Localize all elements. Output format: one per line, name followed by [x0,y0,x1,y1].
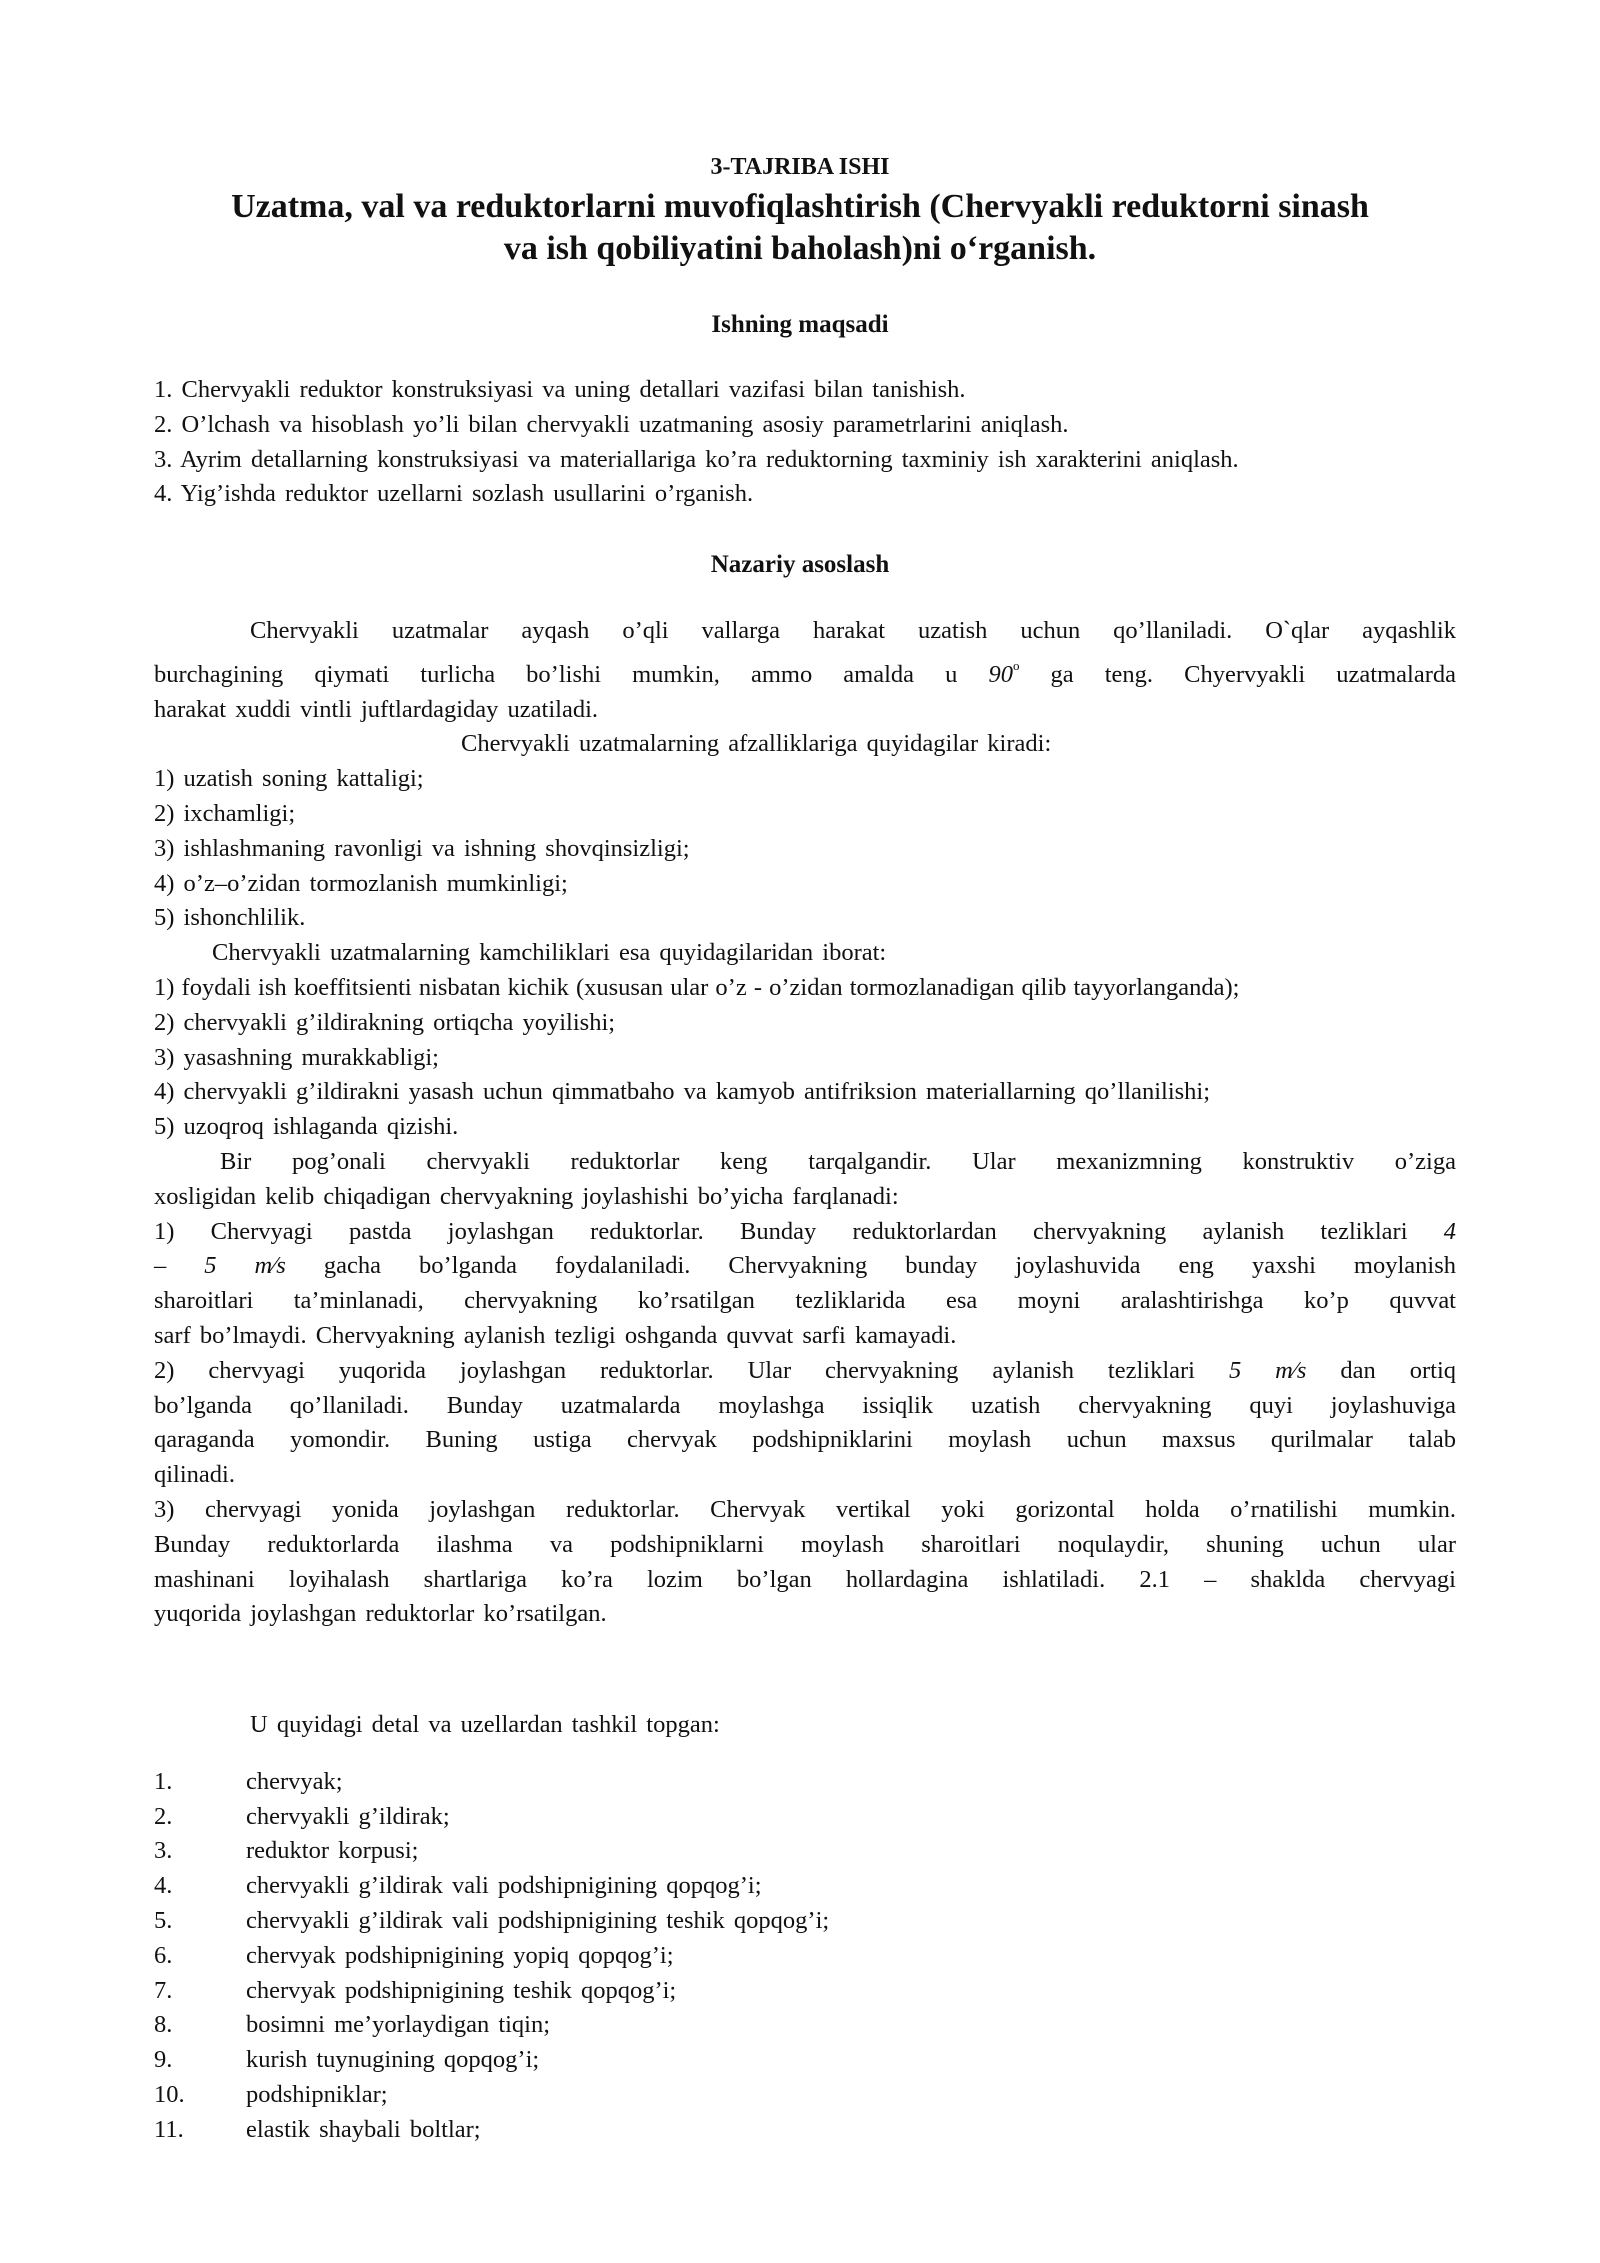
item-text: chervyak; [246,1767,343,1795]
paragraph-line: sharoitlari ta’minlanadi, chervyakning ko’rsatilgan tezliklarida esa moyni aralashtirishga ko’p quvvat [154,1287,1456,1315]
list-item [154,1904,829,1939]
paragraph-line: Chervyakli uzatmalar ayqash o’qli vallarga harakat uzatish uchun qo’llaniladi. O`qlar ayqashlik [250,617,1456,644]
paragraph-line: 3) chervyagi yonida joylashgan reduktorlar. Chervyak vertikal yoki gorizontal holda o’rnatilishi mumkin. [154,1495,1456,1523]
paragraph-line: Bir pog’onali chervyakli reduktorlar keng tarqalgandir. Ular mexanizmning konstruktiv o’ziga [220,1147,1456,1175]
parts-intro: U quyidagi detal va uzellardan tashkil topgan: [250,1711,720,1738]
title-line-1: Uzatma, val va reduktorlarni muvofiqlashtirish (Chervyakli reduktorni sinash [231,188,1369,225]
list-item [154,1800,829,1835]
paragraph-line: bo’lganda qo’llaniladi. Bunday uzatmalarda moylashga issiqlik uzatish chervyakning quyi joylashuviga [154,1391,1456,1419]
advantage-item: 5) ishonchlilik. [154,904,306,932]
disadvantage-item: 5) uzoqroq ishlaganda qizishi. [154,1113,459,1141]
paragraph-line: Bunday reduktorlarda ilashma va podshipniklarni moylash sharoitlari noqulaydir, shuning uchun ular [154,1530,1456,1558]
theory-body [154,614,1456,1632]
item-text: chervyakli g’ildirak vali podshipnigining qopqog’i; [246,1872,762,1900]
item-text: podshipniklar; [246,2080,388,2108]
text-span: 2) chervyagi yuqorida joylashgan reduktorlar. Ular chervyakning aylanish tezliklari [154,1356,1195,1384]
item-text: kurish tuynugining qopqog’i; [246,2046,540,2074]
item-number: 9. [154,2046,173,2074]
list-item [154,2078,829,2113]
list-item [154,1834,829,1869]
goal-item: 4. Yig’ishda reduktor uzellarni sozlash usullarini o’rganish. [154,480,754,508]
goal-item: 2. O’lchash va hisoblash yo’li bilan chervyakli uzatmaning asosiy parametrlarini aniqlash. [154,410,1069,438]
list-item [154,1974,829,2009]
item-text: bosimni me’yorlaydigan tiqin; [246,2011,551,2039]
item-number: 6. [154,1941,173,1969]
angle-value [988,657,1020,688]
item-number: 2. [154,1802,173,1830]
spacer [154,1743,829,1765]
list-item [154,2113,829,2148]
degree-sign: o [1012,657,1020,673]
paragraph-line: xosligidan kelib chiqadigan chervyakning joylashishi bo’yicha farqlanadi: [154,1182,899,1210]
speed-value: – 5 m⁄s [154,1252,286,1280]
goals-list [154,373,1239,512]
paragraph-line [154,1215,1456,1250]
advantage-item: 2) ixchamligi; [154,799,296,827]
item-number: 10. [154,2080,185,2108]
text-span: 1) Chervyagi pastda joylashgan reduktorlar. Bunday reduktorlardan chervyakning aylanish tezliklari [154,1217,1408,1245]
item-number: 5. [154,1906,173,1934]
speed-value: 4 [1443,1217,1456,1245]
paragraph-line [154,649,1456,693]
item-number: 4. [154,1872,173,1900]
text-span: ga teng. Chyervyakli uzatmalarda [1050,660,1457,688]
goal-item: 1. Chervyakli reduktor konstruksiyasi va uning detallari vazifasi bilan tanishish. [154,376,966,403]
title-line-2: va ish qobiliyatini baholash)ni o‘rganish. [503,230,1097,267]
list-item [154,1869,829,1904]
item-text: reduktor korpusi; [246,1837,419,1865]
paragraph-line [154,1249,1456,1284]
paragraph-line: yuqorida joylashgan reduktorlar ko’rsatilgan. [154,1600,607,1628]
section-heading-theory: Nazariy asoslash [710,551,890,578]
disadvantage-item: 4) chervyakli g’ildirakni yasash uchun qimmatbaho va kamyob antifriksion materiallarning qo’llanilishi; [154,1078,1211,1106]
list-item [154,1939,829,1974]
item-text: elastik shaybali boltlar; [246,2115,481,2143]
parts-section [154,1708,829,2148]
item-number: 3. [154,1837,173,1865]
advantage-item: 1) uzatish soning kattaligi; [154,765,424,793]
item-text: chervyak podshipnigining yopiq qopqog’i; [246,1941,674,1969]
paragraph-line: harakat xuddi vintli juftlardagiday uzatiladi. [154,695,599,723]
paragraph-line: sarf bo’lmaydi. Chervyakning aylanish tezligi oshganda quvvat sarfi kamayadi. [154,1321,957,1349]
section-heading-goal: Ishning maqsadi [711,311,889,338]
advantages-intro: Chervyakli uzatmalarning afzalliklariga quyidagilar kiradi: [461,730,1052,758]
advantage-item: 4) o’z–o’zidan tormozlanish mumkinligi; [154,869,568,897]
paragraph-line: mashinani loyihalash shartlariga ko’ra lozim bo’lgan hollardagina ishlatiladi. 2.1 – shaklda chervyagi [154,1565,1456,1593]
document-title [0,186,1600,270]
item-number: 11. [154,2115,184,2143]
item-text: chervyak podshipnigining teshik qopqog’i; [246,1976,677,2004]
list-item [154,2008,829,2043]
disadvantage-item: 1) foydali ish koeffitsienti nisbatan kichik (xususan ular o’z - o’zidan tormozlanadigan qilib tayyorlanganda); [154,973,1240,1001]
disadvantages-intro: Chervyakli uzatmalarning kamchiliklari esa quyidagilaridan iborat: [212,939,887,967]
goal-item: 3. Ayrim detallarning konstruksiyasi va materiallariga ko’ra reduktorning taxminiy ish xarakterini aniqlash. [154,445,1239,473]
paragraph-line [154,1354,1456,1389]
item-text: chervyakli g’ildirak vali podshipnigining teshik qopqog’i; [246,1906,830,1934]
disadvantage-item: 2) chervyakli g’ildirakning ortiqcha yoyilishi; [154,1008,616,1036]
list-item [154,2043,829,2078]
lab-work-number: 3-TAJRIBA ISHI [710,154,890,180]
paragraph-line: qaraganda yomondir. Buning ustiga chervyak podshipniklarini moylash uchun maxsus qurilmalar talab [154,1426,1456,1454]
list-item [154,1765,829,1800]
text-span: burchagining qiymati turlicha bo’lishi mumkin, ammo amalda u [154,660,958,688]
angle-number: 90 [988,660,1013,688]
item-number: 7. [154,1976,173,2004]
advantage-item: 3) ishlashmaning ravonligi va ishning shovqinsizligi; [154,834,690,862]
paragraph-line: qilinadi. [154,1461,235,1489]
text-span: gacha bo’lganda foydalaniladi. Chervyakning bunday joylashuvida eng yaxshi moylanish [323,1252,1457,1280]
item-number: 8. [154,2011,173,2039]
speed-value: 5 m⁄s [1228,1356,1307,1384]
parts-list [154,1765,829,2148]
item-text: chervyakli g’ildirak; [246,1802,450,1830]
disadvantage-item: 3) yasashning murakkabligi; [154,1043,439,1071]
item-number: 1. [154,1767,173,1795]
text-span: dan ortiq [1340,1356,1456,1384]
